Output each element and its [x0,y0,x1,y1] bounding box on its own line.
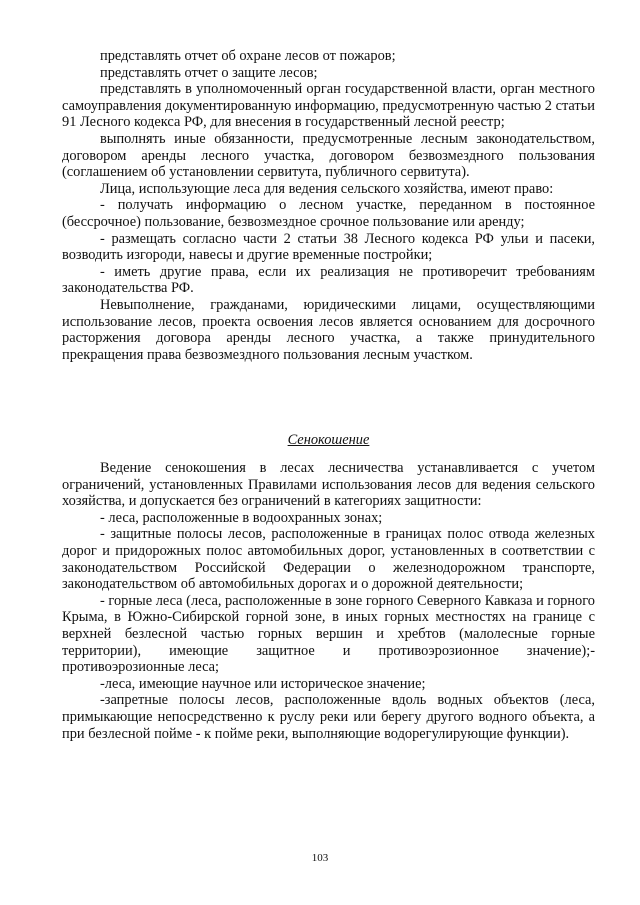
list-item: -леса, имеющие научное или историческое значение; [100,675,426,692]
list-item: - горные леса (леса, расположенные в зоне горного Северного Кавказа и горного Крыма, в Южно-Сибирской горной зоне, в иных горных местностях на границе с верхней безлесной частью горных вершин и хребтов (малолесные горные территории), имеющие защитное и противоэрозионное значение);- противоэрозионные леса; [62,592,595,676]
list-item: -запретные полосы лесов, расположенные вдоль водных объектов (леса, примыкающие непосредственно к руслу реки или берегу другого водного объекта, а при безлесной пойме - к пойме реки, выполняющие водорегулирующие функции). [62,692,595,742]
paragraph: - получать информацию о лесном участке, переданном в постоянное (бессрочное) пользование, безвозмездное срочное пользование или аренду; [62,197,595,230]
page-number: 103 [311,852,329,864]
paragraph: представлять в уполномоченный орган государственной власти, орган местного самоуправления документированную информацию, предусмотренную частью 2 статьи 91 Лесного кодекса РФ, для внесения в государственный лесной реестр; [62,81,595,131]
section-heading: Сенокошение [287,432,370,448]
paragraph: выполнять иные обязанности, предусмотренные лесным законодательством, договором аренды лесного участка, договором безвозмездного пользования (соглашением об установлении сервитута, публичного сервитута). [62,130,595,181]
list-item: - защитные полосы лесов, расположенные в границах полос отвода железных дорог и придорожных полос автомобильных дорог, установленных в соответствии с законодательством Российской Федерации о железнодорожном транспорте, законодательством об автомобильных дорогах и о дорожной деятельности; [62,526,595,593]
paragraph: Ведение сенокошения в лесах лесничества устанавливается с учетом ограничений, установленных Правилами использования лесов для ведения сельского хозяйства, и допускается без ограничений в категориях защитности: [62,460,595,510]
text-block-haymaking [62,460,595,742]
text-block-obligations [62,48,595,363]
paragraph: Невыполнение, гражданами, юридическими лицами, осуществляющими использование лесов, проекта освоения лесов является основанием для досрочного расторжения договора аренды лесного участка, а также принудительного прекращения права безвозмездного пользования лесным участком. [62,296,595,363]
list-item: - леса, расположенные в водоохранных зонах; [100,509,383,526]
paragraph: Лица, использующие леса для ведения сельского хозяйства, имеют право: [100,180,554,197]
paragraph: - иметь другие права, если их реализация не противоречит требованиям законодательства РФ. [62,263,595,297]
paragraph: - размещать согласно части 2 статьи 38 Лесного кодекса РФ ульи и пасеки, возводить изгороди, навесы и другие временные постройки; [62,230,595,264]
paragraph: представлять отчет об охране лесов от пожаров; [100,48,396,64]
paragraph: представлять отчет о защите лесов; [100,64,318,81]
